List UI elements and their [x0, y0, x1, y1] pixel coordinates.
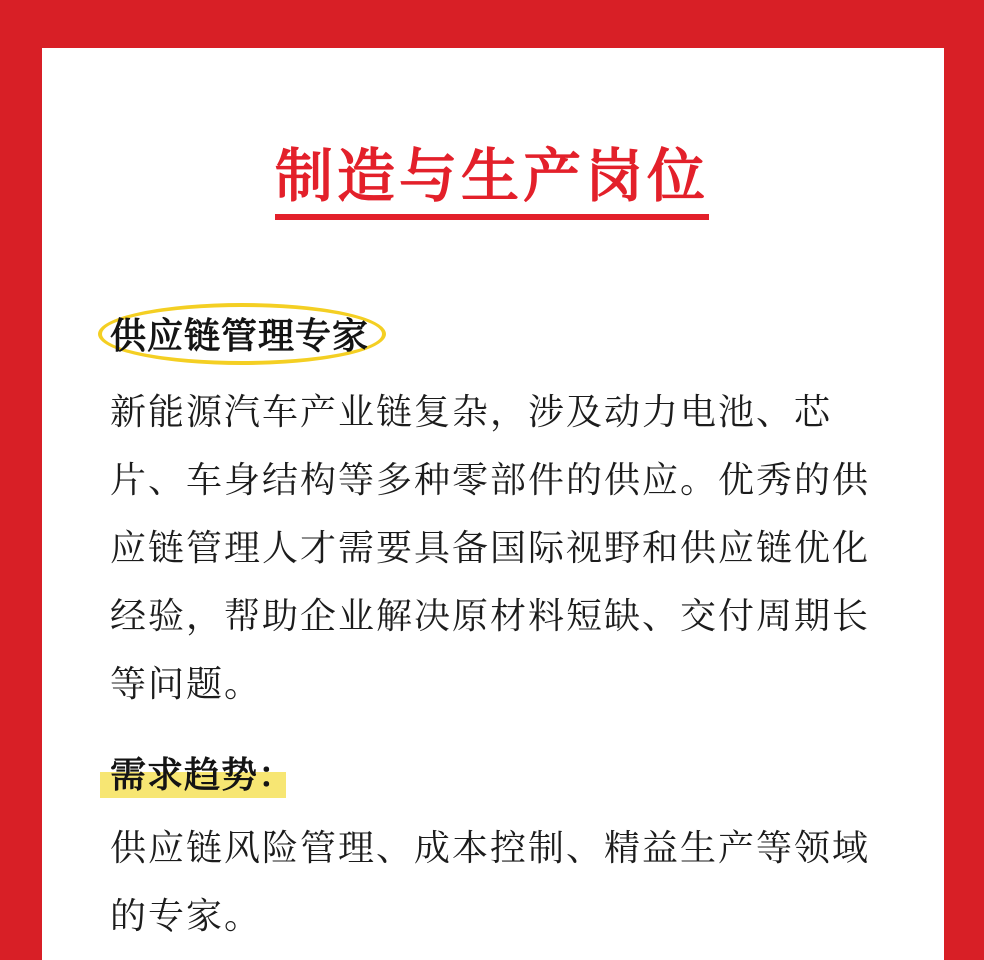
section-heading-demand-trend: 需求趋势：	[110, 755, 296, 796]
title-wrapper	[0, 140, 984, 220]
section-body-demand-trend: 供应链风险管理、成本控制、精益生产等领域的专家。	[110, 828, 871, 937]
page-title: 制造与生产岗位	[275, 140, 709, 220]
section-body-supply-chain: 新能源汽车产业链复杂，涉及动力电池、芯片、车身结构等多种零部件的供应。优秀的供应链管理人才需要具备国际视野和供应链优化经验，帮助企业解决原材料短缺、交付周期长等问题。	[110, 392, 871, 705]
section-heading-supply-chain: 供应链管理专家	[110, 316, 370, 357]
